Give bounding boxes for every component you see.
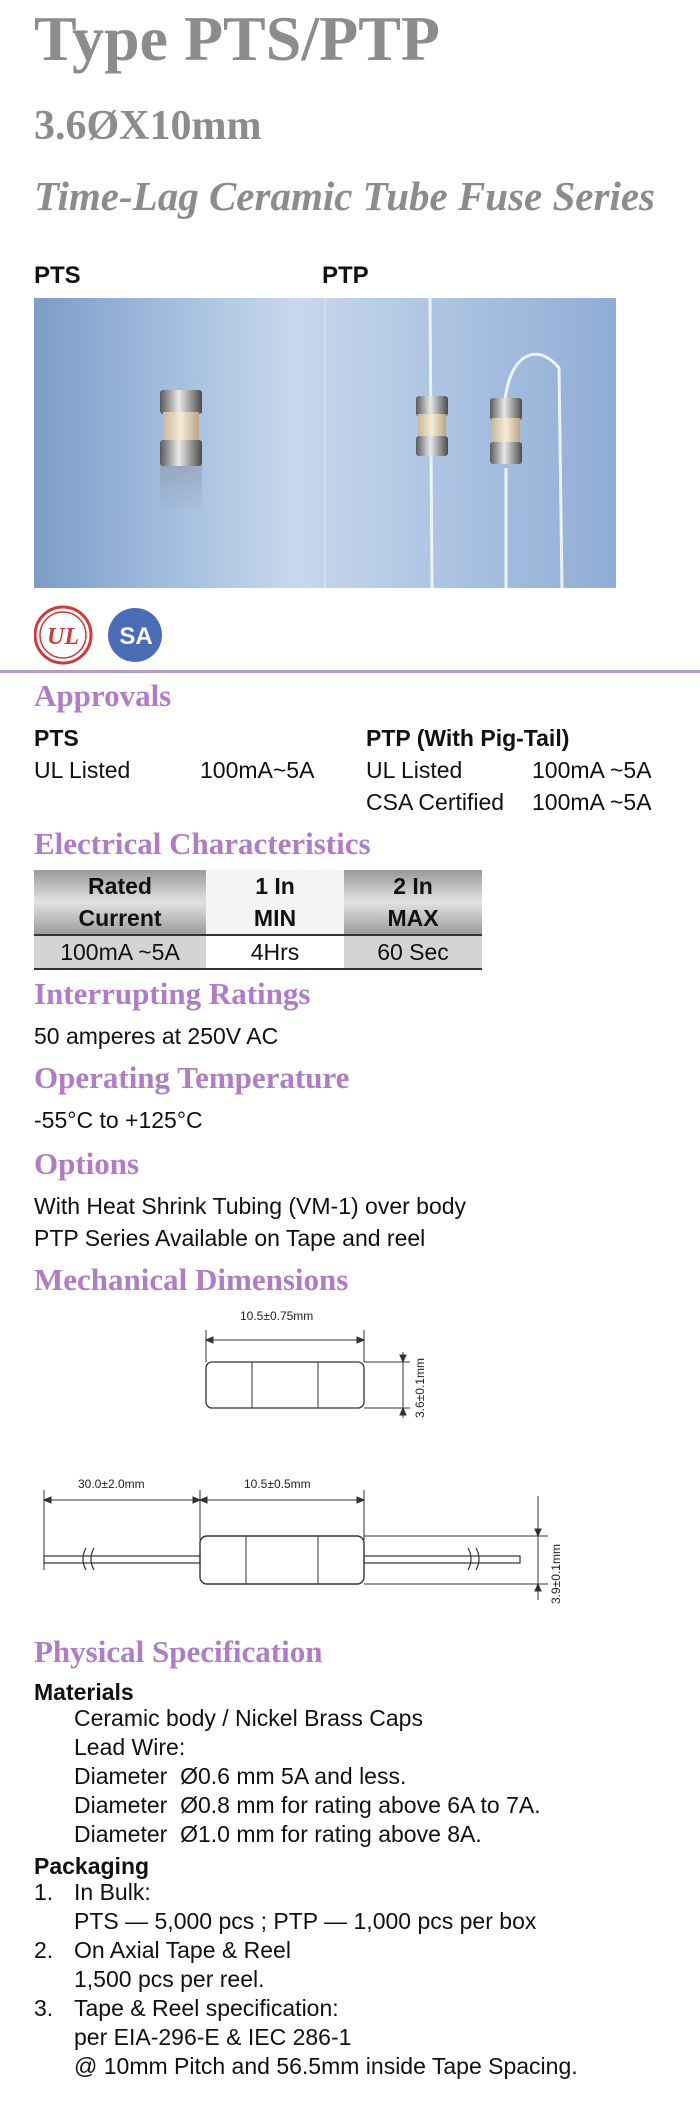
- ptp-dimension-drawing: [44, 1490, 548, 1600]
- materials-line: Diameter Ø1.0 mm for rating above 8A.: [74, 1821, 482, 1847]
- ptp-axial-fuse-photo: [416, 298, 448, 588]
- approvals-ptp-agency-1: UL Listed: [366, 757, 463, 783]
- packaging-item-2: [34, 1936, 674, 1994]
- electrical-heading: Electrical Characteristics: [34, 826, 371, 861]
- pts-fuse-photo: [160, 390, 202, 513]
- approvals-pts-agency: UL Listed: [34, 757, 131, 783]
- approvals-pts-heading: PTS: [34, 725, 79, 751]
- mechanical-heading: Mechanical Dimensions: [34, 1262, 349, 1297]
- pts-label: PTS: [34, 262, 81, 289]
- options-line-2: PTP Series Available on Tape and reel: [34, 1225, 426, 1251]
- ul-logo-icon: [35, 607, 91, 663]
- list-number: 2.: [34, 1937, 54, 1963]
- materials-line: Diameter Ø0.6 mm 5A and less.: [74, 1763, 407, 1789]
- table-cell: 4Hrs: [206, 935, 344, 969]
- approvals-pts-range: 100mA~5A: [200, 757, 315, 783]
- materials-heading: Materials: [34, 1679, 134, 1705]
- table-header-cell: Rated: [88, 872, 152, 899]
- packaging-item-1: [34, 1878, 674, 1936]
- list-item: @ 10mm Pitch and 56.5mm inside Tape Spacing.: [74, 2053, 578, 2079]
- ptp-length-label: 10.5±0.5mm: [244, 1477, 311, 1491]
- list-item: 1,500 pcs per reel.: [74, 1966, 265, 1992]
- table-header-cell: Current: [78, 904, 162, 931]
- interrupting-text: 50 amperes at 250V AC: [34, 1023, 279, 1049]
- table-header-cell: 2 In: [393, 872, 433, 899]
- approvals-ptp-range-1: 100mA ~5A: [532, 757, 652, 783]
- materials-line: Diameter Ø0.8 mm for rating above 6A to 7A.: [74, 1792, 541, 1818]
- list-item: per EIA-296-E & IEC 286-1: [74, 2024, 352, 2050]
- pts-diameter-label: 3.6±0.1mm: [413, 1358, 427, 1418]
- table-row: [34, 935, 482, 969]
- section-divider: [0, 670, 700, 673]
- approvals-ptp-heading: PTP (With Pig-Tail): [366, 725, 570, 751]
- csa-logo-text: SA: [119, 623, 153, 650]
- approvals-ptp-agency-2: CSA Certified: [366, 789, 505, 815]
- fuse-illustration: [34, 298, 616, 588]
- operating-heading: Operating Temperature: [34, 1060, 350, 1095]
- table-header-cell: 1 In: [206, 870, 344, 902]
- ptp-diameter-label: 3.9±0.1mm: [549, 1544, 563, 1604]
- operating-text: -55°C to +125°C: [34, 1107, 203, 1133]
- ul-logo-text: UL: [47, 624, 79, 650]
- list-item: PTS — 5,000 pcs ; PTP — 1,000 pcs per box: [74, 1908, 537, 1934]
- ptp-lead-label: 30.0±2.0mm: [78, 1477, 145, 1491]
- materials-line: Lead Wire:: [74, 1734, 186, 1760]
- certification-logos: [34, 600, 174, 670]
- mechanical-drawing: [0, 1300, 700, 1620]
- electrical-subheader-row: [34, 902, 482, 935]
- options-heading: Options: [34, 1146, 140, 1181]
- options-line-1: With Heat Shrink Tubing (VM-1) over body: [34, 1193, 467, 1219]
- approvals-ptp-range-2: 100mA ~5A: [532, 789, 652, 815]
- table-header-cell: MAX: [387, 904, 439, 931]
- list-number: 1.: [34, 1879, 54, 1905]
- approvals-heading: Approvals: [34, 678, 172, 713]
- physical-heading: Physical Specification: [34, 1634, 323, 1669]
- product-photo: [34, 298, 616, 588]
- electrical-header-row: [34, 870, 482, 902]
- csa-logo-icon: [108, 608, 162, 662]
- packaging-item-3: [34, 1994, 694, 2081]
- list-item: In Bulk:: [74, 1879, 151, 1905]
- table-cell: 100mA ~5A: [34, 935, 206, 969]
- list-number: 3.: [34, 1995, 54, 2021]
- size-subtitle: 3.6ØX10mm: [34, 103, 262, 149]
- interrupting-heading: Interrupting Ratings: [34, 976, 311, 1011]
- list-item: Tape & Reel specification:: [74, 1995, 339, 2021]
- ptp-label: PTP: [322, 262, 369, 289]
- table-header-cell: MIN: [206, 902, 344, 935]
- pts-dimension-drawing: [206, 1330, 410, 1418]
- list-item: On Axial Tape & Reel: [74, 1937, 291, 1963]
- pts-length-label: 10.5±0.75mm: [240, 1309, 314, 1323]
- page-title: Type PTS/PTP: [34, 3, 440, 74]
- materials-line: Ceramic body / Nickel Brass Caps: [74, 1705, 423, 1731]
- ptp-pigtail-fuse-photo: [490, 354, 562, 588]
- electrical-table: [34, 870, 482, 970]
- table-cell: 60 Sec: [344, 935, 482, 969]
- packaging-heading: Packaging: [34, 1853, 150, 1879]
- series-subtitle: Time-Lag Ceramic Tube Fuse Series: [34, 173, 656, 219]
- materials-list: [74, 1704, 541, 1849]
